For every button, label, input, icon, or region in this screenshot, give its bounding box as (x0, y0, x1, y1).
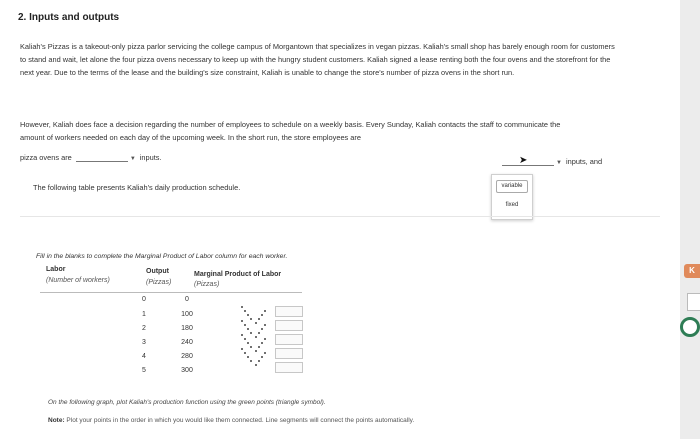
col-output-header: Output (146, 268, 169, 275)
output-cell: 300 (181, 367, 193, 374)
output-cell: 180 (181, 325, 193, 332)
col-labor-subheader: (Number of workers) (46, 277, 110, 284)
side-tab-button[interactable]: K (684, 264, 700, 278)
table-row (40, 353, 302, 367)
mpl-input-3[interactable] (275, 334, 303, 345)
scenario-paragraph: Kaliah's Pizzas is a takeout-only pizza parlor servicing the college campus of Morgantown that specializes in vegan pizzas. Kaliah's small shop has barely enough room for customers to stand and wait, let alone the four pizza ovens necessary to keep up with the hungry student customers. Kaliah signed a lease renting both the four ovens and the storefront for the next year. Due to the terms of the lease and the building's size constraint, Kaliah is unable to change the store's number of pizza ovens in the short run. (20, 42, 615, 77)
output-cell: 240 (181, 339, 193, 346)
col-output-subheader: (Pizzas) (146, 279, 172, 286)
output-cell: 280 (181, 353, 193, 360)
dropdown-option-fixed[interactable]: fixed (496, 199, 528, 212)
table-row (40, 325, 302, 339)
table-row (40, 296, 302, 310)
mpl-input-5[interactable] (275, 362, 303, 373)
mouse-cursor-icon: ➤ (519, 155, 528, 166)
employees-input-blank[interactable] (502, 157, 554, 166)
table-row (40, 311, 302, 325)
after-blank2-text: inputs. (139, 153, 162, 162)
ovens-input-blank[interactable] (76, 153, 128, 162)
mpl-input-4[interactable] (275, 348, 303, 359)
question-heading: 2. Inputs and outputs (18, 12, 120, 23)
output-cell: 0 (185, 296, 189, 303)
blank-employees-row (500, 157, 602, 166)
side-panel-icon[interactable] (687, 293, 700, 311)
workers-cell: 5 (142, 367, 146, 374)
col-mpl-header: Marginal Product of Labor (194, 271, 282, 278)
graph-note (48, 417, 414, 424)
fill-in-instruction: Fill in the blanks to complete the Marginal Product of Labor column for each worker. (36, 253, 288, 260)
section-divider (20, 216, 660, 217)
side-status-circle-icon[interactable] (680, 317, 700, 337)
workers-cell: 3 (142, 339, 146, 346)
graph-instruction: On the following graph, plot Kaliah's production function using the green points (triangle symbol). (48, 399, 326, 406)
note-text: Plot your points in the order in which you would like them connected. Line segments will connect the points automatically. (66, 417, 415, 424)
table-row (40, 367, 302, 381)
workers-cell: 0 (142, 296, 146, 303)
mpl-input-2[interactable] (275, 320, 303, 331)
col-mpl-subheader: (Pizzas) (194, 281, 220, 288)
chevron-down-icon[interactable]: ▼ (556, 160, 562, 166)
workers-cell: 4 (142, 353, 146, 360)
table-row (40, 339, 302, 353)
mpl-input-1[interactable] (275, 306, 303, 317)
pizza-ovens-label: pizza ovens are (20, 153, 72, 162)
workers-cell: 2 (142, 325, 146, 332)
output-cell: 100 (181, 311, 193, 318)
workers-cell: 1 (142, 311, 146, 318)
blank-ovens-row (20, 153, 162, 162)
after-blank1-text: inputs, and (565, 157, 603, 166)
note-label: Note: (48, 417, 65, 424)
col-labor-header: Labor (46, 266, 66, 273)
table-intro-text: The following table presents Kaliah's daily production schedule. (33, 183, 241, 192)
decision-paragraph: However, Kaliah does face a decision regarding the number of employees to schedule on a weekly basis. Every Sunday, Kaliah contacts the staff to communicate the amount of workers needed on each day of the upcoming week. In the short run, the store employees are (20, 120, 561, 142)
chevron-down-icon[interactable]: ▼ (129, 156, 136, 162)
table-header-divider (40, 292, 302, 293)
dropdown-option-variable[interactable]: variable (496, 180, 528, 193)
